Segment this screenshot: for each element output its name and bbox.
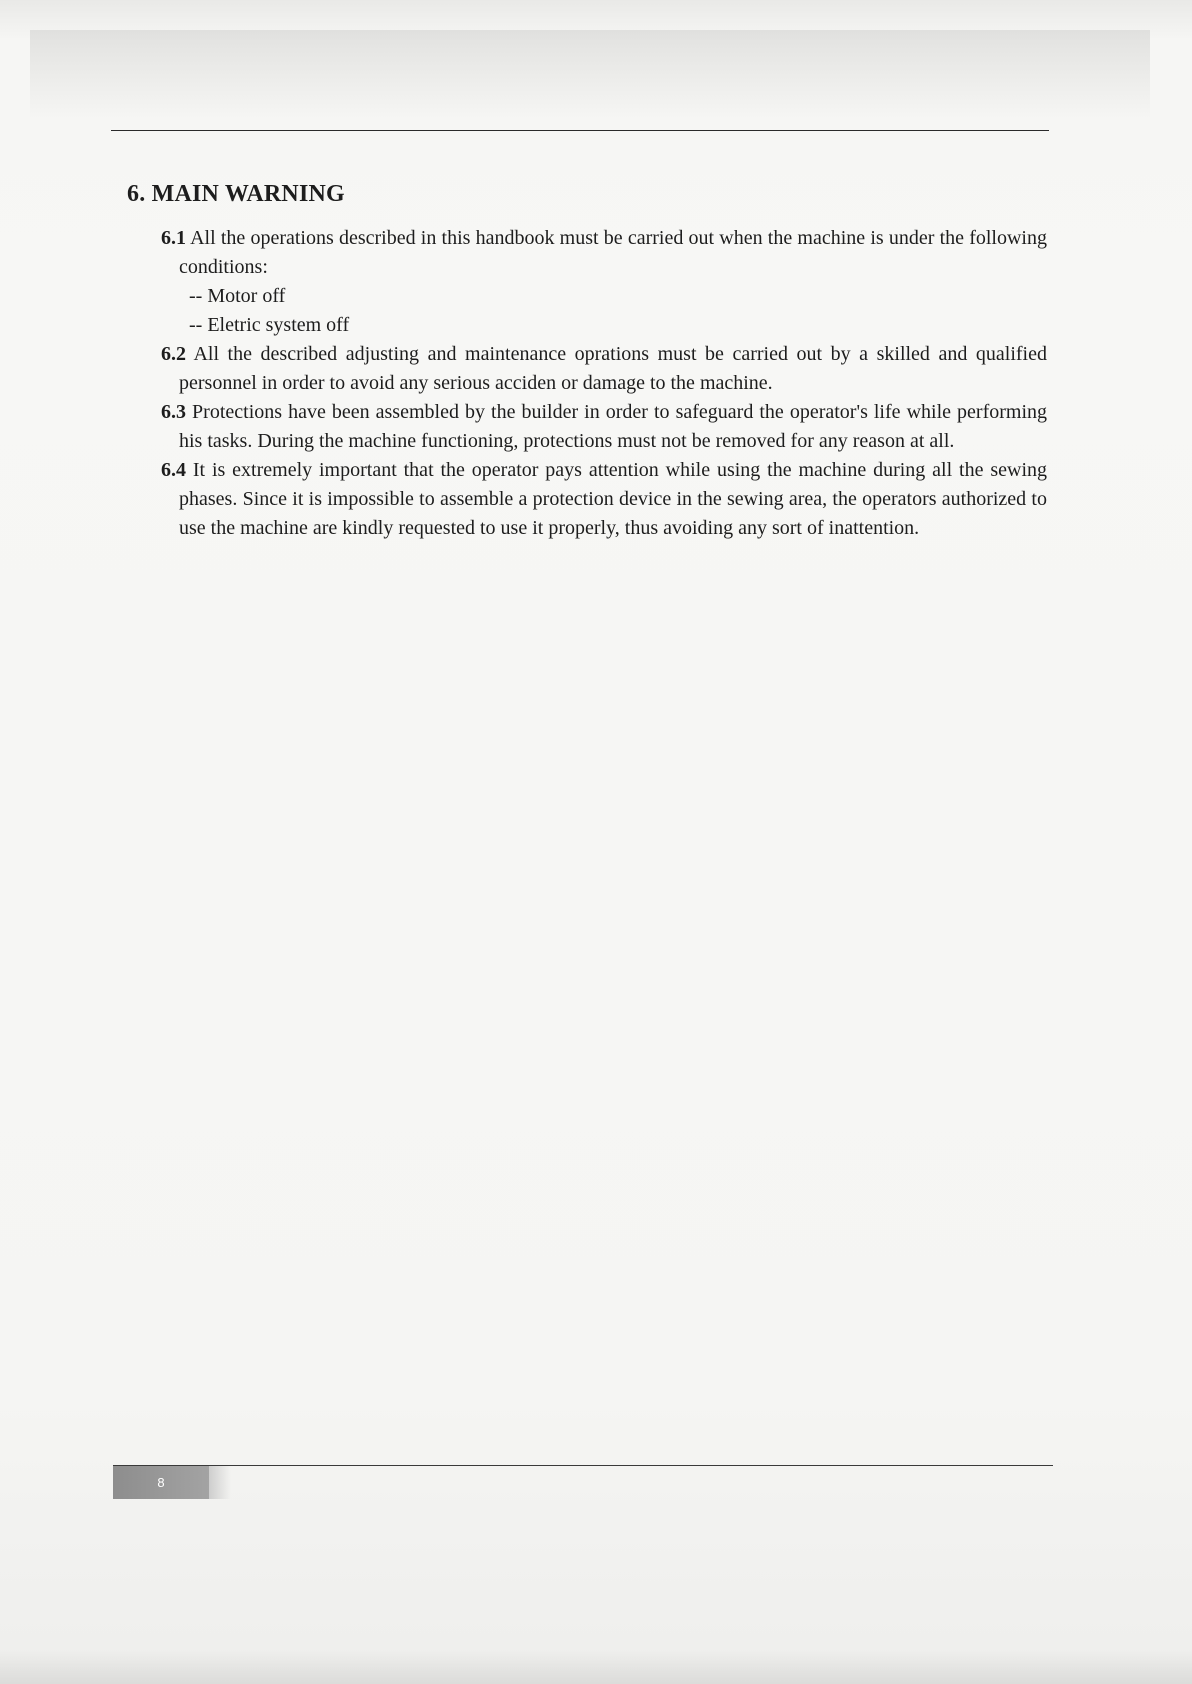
warning-item-6-3 [161,398,1047,456]
condition-motor-off: -- Motor off [189,285,286,307]
item-number: 6.3 [161,401,186,423]
warning-list [161,224,1047,543]
item-text: Protections have been assembled by the builder in order to safeguard the operator's life while performing his tasks. During the machine functioning, protections must not be removed for any reason at all. [179,401,1048,452]
item-number: 6.2 [161,343,186,365]
item-number: 6.1 [161,227,186,249]
footer-rule [113,1465,1053,1466]
condition-electric-off: -- Eletric system off [189,314,350,336]
header-rule [111,130,1049,131]
page-number: 8 [157,1475,165,1490]
item-text: It is extremely important that the operator pays attention while using the machine during all the sewing phases. Since it is impossible to assemble a protection device in the sewing area, the operators authorized to use the machine are kindly requested to use it properly, thus avoiding any sort of inattention. [179,459,1048,539]
warning-item-6-1 [161,224,1047,282]
scan-shadow-bottom [0,1650,1192,1684]
item-text: All the described adjusting and maintenance oprations must be carried out by a skilled and qualified personnel in order to avoid any serious acciden or damage to the machine. [179,343,1047,394]
section-title: 6. MAIN WARNING [127,181,345,207]
scan-shadow-top [30,30,1150,120]
warning-item-6-2 [161,340,1047,398]
warning-item-6-4 [161,456,1047,543]
item-text: All the operations described in this handbook must be carried out when the machine is under the following conditions: [179,227,1047,278]
item-number: 6.4 [161,459,186,481]
page-number-badge [113,1466,209,1499]
